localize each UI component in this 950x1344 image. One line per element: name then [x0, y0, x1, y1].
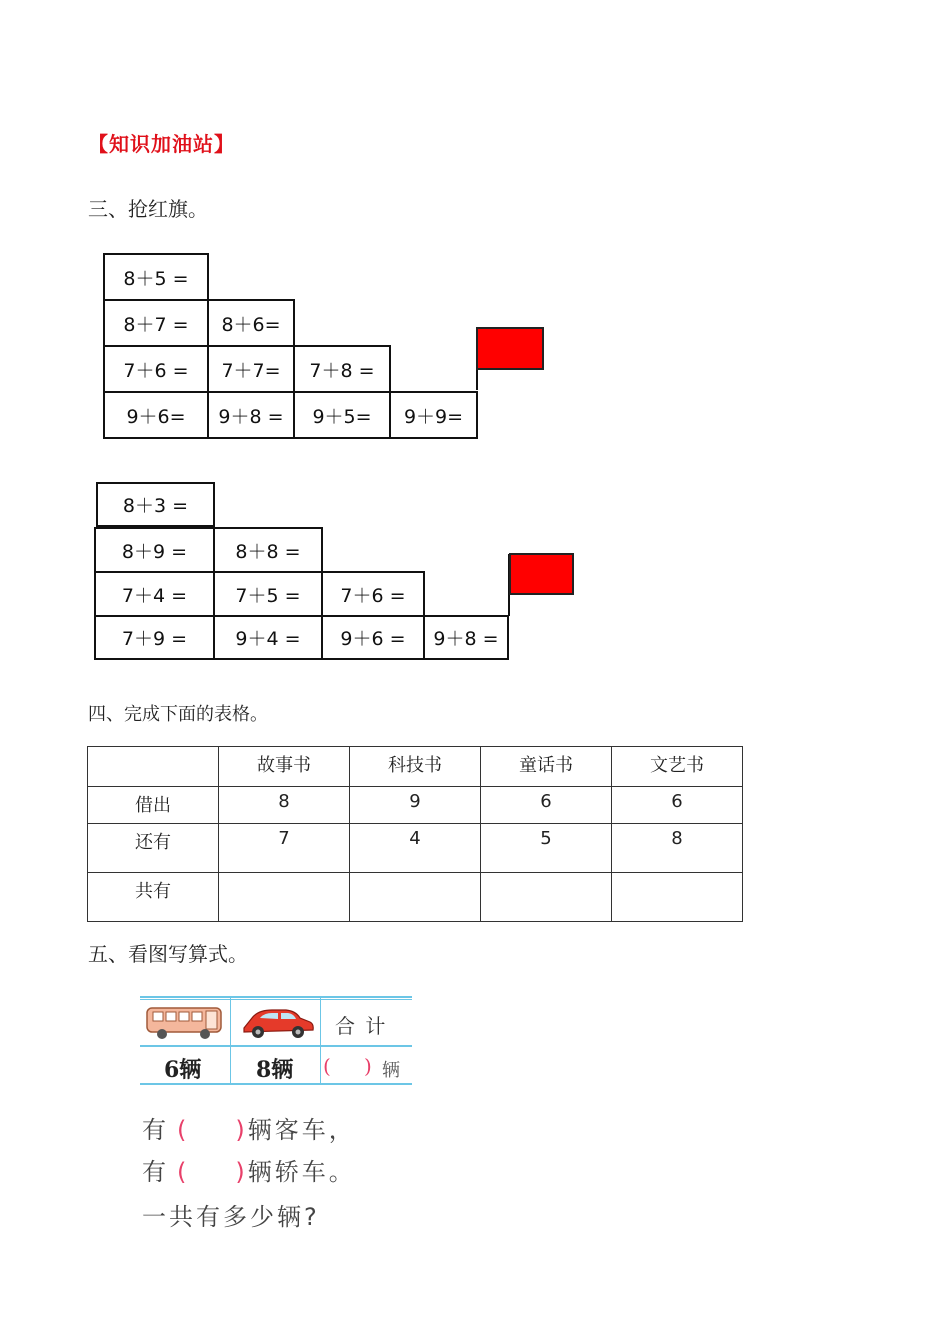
table-cell: 9	[350, 787, 481, 824]
grid1-cell: 8＋7 =	[103, 299, 209, 347]
table-header-cell: 故事书	[219, 747, 350, 787]
grid2-cell: 7＋6 =	[321, 571, 425, 617]
table-header-cell: 文艺书	[612, 747, 743, 787]
grid1-cell: 9＋8 =	[207, 391, 295, 439]
grid1-cell: 8＋6=	[207, 299, 295, 347]
red-flag-icon	[509, 553, 574, 595]
car-icon	[238, 1006, 316, 1042]
section4-title: 四、完成下面的表格。	[88, 704, 268, 725]
grid2-cell: 7＋5 =	[213, 571, 323, 617]
table-header-cell: 科技书	[350, 747, 481, 787]
row-label: 借出	[88, 787, 219, 824]
total-unit: 辆	[382, 1060, 400, 1081]
problem-line-2: 有 ( )辆轿车。	[142, 1158, 356, 1186]
bus-count: 6辆	[164, 1057, 202, 1083]
section3-title: 三、抢红旗。	[88, 197, 208, 221]
table-cell: 7	[219, 824, 350, 873]
car-count: 8辆	[256, 1057, 294, 1083]
table-cell: 6	[612, 787, 743, 824]
grid2-cell: 7＋4 =	[94, 571, 215, 617]
table-header-cell: 童话书	[481, 747, 612, 787]
section5-title: 五、看图写算式。	[88, 942, 248, 966]
grid1-cell: 9＋6=	[103, 391, 209, 439]
grid1-cell: 7＋8 =	[293, 345, 391, 393]
row-label: 还有	[88, 824, 219, 873]
row-label: 共有	[88, 873, 219, 922]
vehicle-count-picture	[140, 996, 412, 1086]
grid2-cell: 8＋8 =	[213, 527, 323, 573]
problem-line-1: 有 ( )辆客车，	[142, 1116, 356, 1144]
grid2-cell: 9＋8 =	[423, 615, 509, 660]
answer-blank-open: (	[177, 1158, 190, 1186]
table-cell: 4	[350, 824, 481, 873]
answer-cell[interactable]	[219, 873, 350, 922]
table-row	[88, 873, 743, 922]
grid1-cell: 9＋9=	[389, 391, 478, 439]
bus-icon	[145, 1004, 225, 1042]
grid1-cell: 7＋6 =	[103, 345, 209, 393]
red-flag-icon	[476, 327, 544, 370]
grid2-cell: 8＋3 =	[96, 482, 215, 527]
grid2-cell: 9＋4 =	[213, 615, 323, 660]
table-cell: 5	[481, 824, 612, 873]
table-cell: 8	[612, 824, 743, 873]
grid1-cell: 7＋7=	[207, 345, 295, 393]
answer-blank-open: (	[177, 1116, 190, 1144]
grid2-cell: 9＋6 =	[321, 615, 425, 660]
table-cell: 8	[219, 787, 350, 824]
answer-cell[interactable]	[481, 873, 612, 922]
answer-cell[interactable]	[350, 873, 481, 922]
section-heading: 【知识加油站】	[88, 132, 235, 156]
problem-question: 一共有多少辆?	[142, 1203, 320, 1231]
total-label: 合 计	[335, 1014, 388, 1038]
total-paren-close: )	[364, 1054, 372, 1078]
total-paren-open: (	[323, 1054, 331, 1078]
table-header-cell	[88, 747, 219, 787]
table-row	[88, 824, 743, 873]
answer-blank-close: )	[235, 1116, 248, 1144]
table-cell: 6	[481, 787, 612, 824]
answer-blank-close: )	[235, 1158, 248, 1186]
books-table	[87, 746, 743, 922]
answer-cell[interactable]	[612, 873, 743, 922]
grid2-cell: 7＋9 =	[94, 615, 215, 660]
grid1-cell: 9＋5=	[293, 391, 391, 439]
grid2-cell: 8＋9 =	[94, 527, 215, 573]
grid1-cell: 8＋5 =	[103, 253, 209, 301]
table-row	[88, 787, 743, 824]
